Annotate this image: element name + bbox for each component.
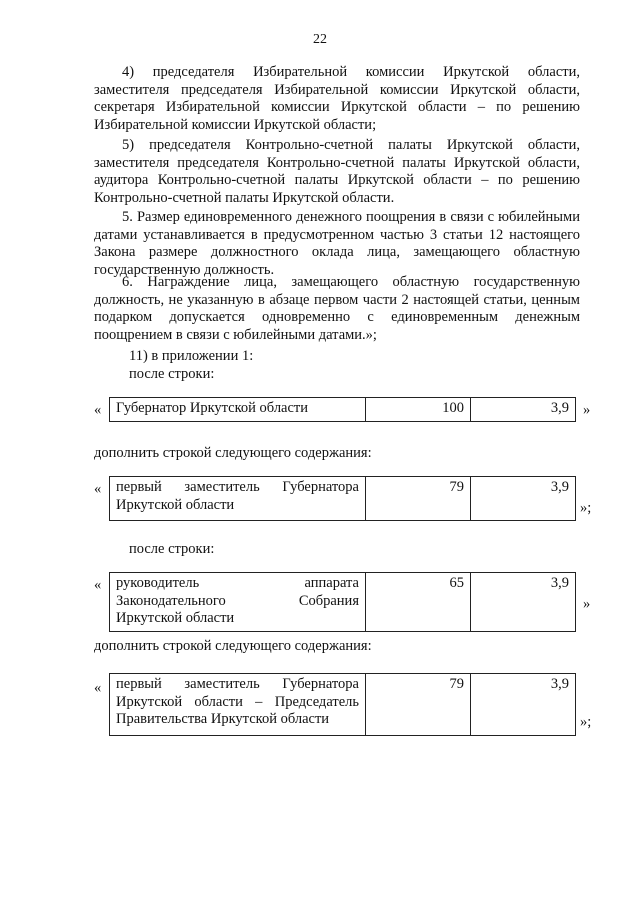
close-quote-1: » xyxy=(583,402,591,418)
cell-value-b: 3,9 xyxy=(471,398,576,422)
open-quote-1: « xyxy=(94,402,102,418)
cell-value-a: 79 xyxy=(366,674,471,736)
cell-value-a: 100 xyxy=(366,398,471,422)
paragraph-point-6: 6. Награждение лица, замещающего областную государственную должность, не указанную в абзаце первом части 2 настоящей статьи, ценным подарком допускается одновременно с единовременным денежным поощрением в связи с юбилейными датами.»; xyxy=(94,274,580,343)
close-quote-3: » xyxy=(583,596,591,612)
page-number: 22 xyxy=(313,32,327,47)
cell-value-a: 79 xyxy=(366,477,471,521)
paragraph-item-5: 5) председателя Контрольно-счетной палаты Иркутской области, заместителя председателя Контрольно-счетной палаты Иркутской области, аудитора Контрольно-счетной палаты Иркутской области – по решению Контрольно-счетной палаты Иркутской области. xyxy=(94,137,580,206)
table-row-chief-of-staff xyxy=(109,572,576,632)
cell-name: руководитель аппарата Законодательного Собрания Иркутской области xyxy=(110,573,366,632)
table-row-governor xyxy=(109,397,576,422)
cell-name: Губернатор Иркутской области xyxy=(110,398,366,422)
cell-value-a: 65 xyxy=(366,573,471,632)
paragraph-item-4: 4) председателя Избирательной комиссии Иркутской области, заместителя председателя Избирательной комиссии Иркутской области, секретаря Избирательной комиссии Иркутской области – по решению Избирательной комиссии Иркутской области; xyxy=(94,64,580,133)
close-quote-4: »; xyxy=(580,714,592,730)
cell-name: первый заместитель Губернатора Иркутской области – Председатель Правительства Иркутской области xyxy=(110,674,366,736)
item-11-heading: 11) в приложении 1: xyxy=(129,348,254,364)
cell-value-b: 3,9 xyxy=(471,477,576,521)
supplement-label-1: дополнить строкой следующего содержания: xyxy=(94,445,372,461)
after-row-label-1: после строки: xyxy=(129,366,215,382)
close-quote-2: »; xyxy=(580,500,592,516)
cell-value-b: 3,9 xyxy=(471,573,576,632)
cell-value-b: 3,9 xyxy=(471,674,576,736)
open-quote-2: « xyxy=(94,481,102,497)
cell-name: первый заместитель Губернатора Иркутской области xyxy=(110,477,366,521)
supplement-label-2: дополнить строкой следующего содержания: xyxy=(94,638,372,654)
after-row-label-2: после строки: xyxy=(129,541,215,557)
table-row-first-deputy-chairman xyxy=(109,673,576,736)
table-row-first-deputy xyxy=(109,476,576,521)
paragraph-point-5: 5. Размер единовременного денежного поощрения в связи с юбилейными датами устанавливается в предусмотренном частью 3 статьи 12 настоящего Закона размере должностного оклада лица, замещающего областную государственную должность. xyxy=(94,209,580,278)
open-quote-4: « xyxy=(94,680,102,696)
open-quote-3: « xyxy=(94,577,102,593)
